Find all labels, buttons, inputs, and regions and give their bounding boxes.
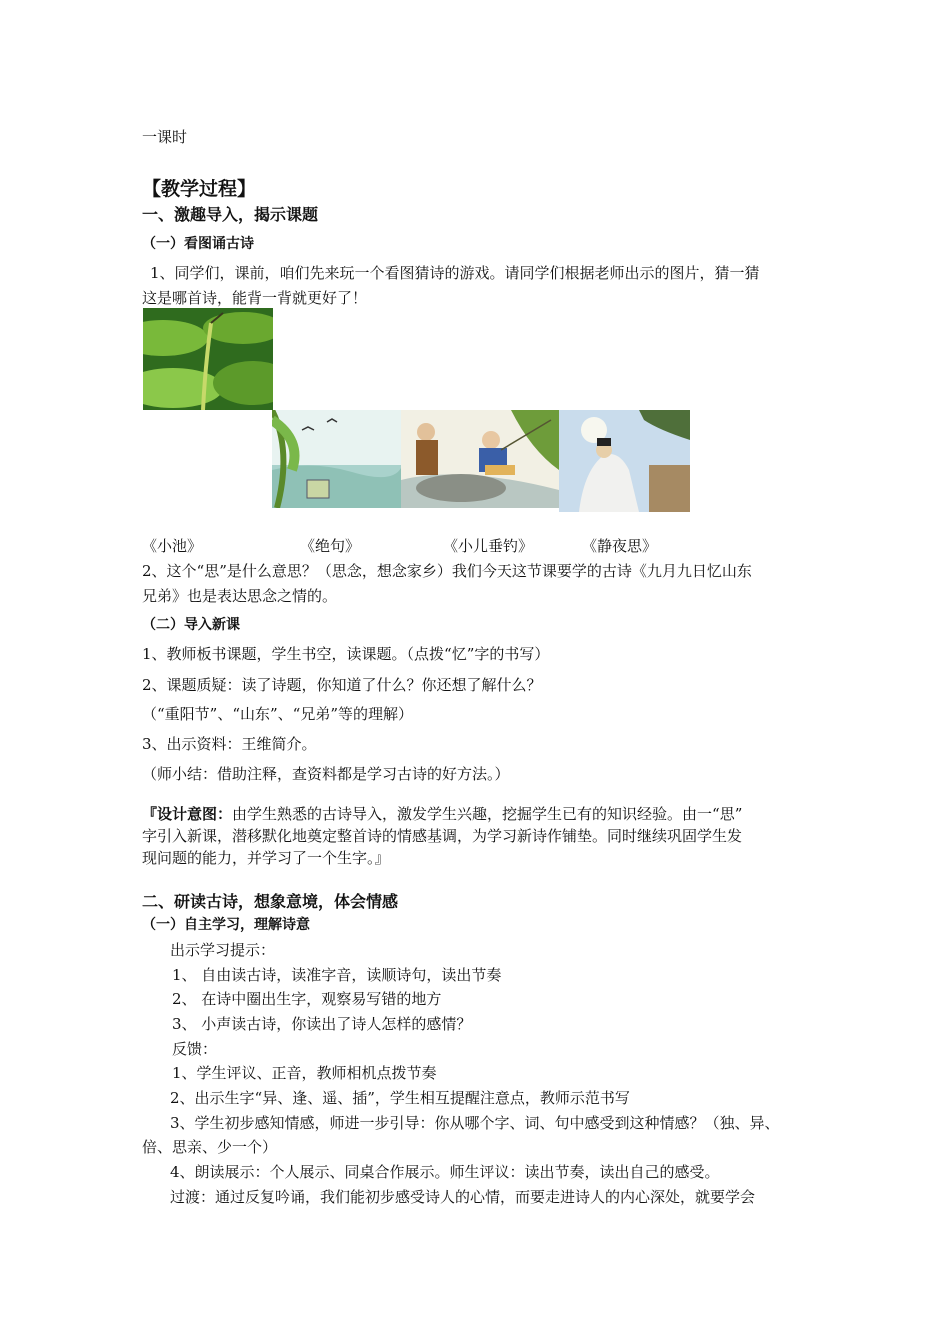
item-3: 3、出示资料：王维简介。 (142, 735, 317, 753)
section-title: 【教学过程】 (142, 178, 257, 200)
para1-line1: 1、同学们，课前，咱们先来玩一个看图猜诗的游戏。请同学们根据老师出示的图片，猜一猜 (150, 264, 760, 282)
design-line2: 字引入新课，潜移默化地奠定整首诗的情感基调，为学习新诗作铺垫。同时继续巩固学生发 (142, 827, 743, 845)
design-text-1: 由学生熟悉的古诗导入，激发学生兴趣，挖掘学生已有的知识经验。由一“思” (232, 805, 743, 823)
item-1: 1、教师板书课题，学生书空，读课题。（点拨“忆”字的书写） (142, 645, 550, 663)
part2-line-9: 倍、思亲、少一个） (142, 1138, 278, 1156)
part2-heading: 二、研读古诗，想象意境，体会情感 (142, 892, 399, 911)
caption-xiaochi: 《小池》 (142, 537, 203, 555)
part2-line-3: 2、 在诗中圈出生字，观察易写错的地方 (172, 990, 442, 1008)
part1-sub2: （二）导入新课 (142, 617, 240, 633)
dragonfly-lotus-image (143, 308, 273, 410)
part2-line-1: 出示学习提示： (170, 941, 276, 959)
header-fragment: 一课时 (142, 128, 188, 146)
caption-xiaoer-chuidiao: 《小儿垂钓》 (443, 537, 534, 555)
part2-sub1: （一）自主学习，理解诗意 (142, 917, 310, 933)
part2-line-4: 3、 小声读古诗，你读出了诗人怎样的感情？ (172, 1015, 472, 1033)
part2-line-8: 3、学生初步感知情感，师进一步引导：你从哪个字、词、句中感受到这种情感？（独、异、 (170, 1114, 780, 1132)
part1-heading: 一、激趣导入，揭示课题 (142, 205, 319, 224)
child-fishing-image (401, 410, 559, 508)
para2-line2: 兄弟》也是表达思念之情的。 (142, 587, 338, 605)
willow-birds-image (272, 410, 401, 508)
design-label: 『设计意图： (142, 805, 233, 823)
part2-line-5: 反馈： (172, 1040, 218, 1058)
item-summary: （师小结：借助注释，查资料都是学习古诗的好方法。） (142, 765, 510, 783)
part2-line-2: 1、 自由读古诗，读准字音，读顺诗句，读出节奏 (172, 966, 502, 984)
part2-line-7: 2、出示生字“异、逢、遥、插”，学生相互提醒注意点，教师示范书写 (170, 1089, 630, 1107)
part1-sub1: （一）看图诵古诗 (142, 236, 254, 252)
part2-line-11: 过渡：通过反复吟诵，我们能初步感受诗人的心情，而要走进诗人的内心深处，就要学会 (170, 1188, 756, 1206)
item-2: 2、课题质疑：读了诗题，你知道了什么？你还想了解什么？ (142, 676, 542, 694)
part2-line-10: 4、朗读展示：个人展示、同桌合作展示。师生评议：读出节奏，读出自己的感受。 (170, 1163, 720, 1181)
poet-moon-image (559, 410, 690, 512)
caption-jueju: 《绝句》 (300, 537, 361, 555)
para1-line2: 这是哪首诗，能背一背就更好了！ (142, 289, 368, 307)
para2-line1: 2、这个“思”是什么意思？（思念，想念家乡）我们今天这节课要学的古诗《九月九日忆山东 (142, 562, 752, 580)
design-line3: 现问题的能力，并学习了一个生字。』 (142, 849, 390, 867)
item-2-note: （“重阳节”、“山东”、“兄弟”等的理解） (142, 705, 414, 723)
part2-line-6: 1、学生评议、正音，教师相机点拨节奏 (172, 1064, 437, 1082)
caption-jingyesi: 《静夜思》 (582, 537, 658, 555)
design-line1 (142, 803, 742, 825)
